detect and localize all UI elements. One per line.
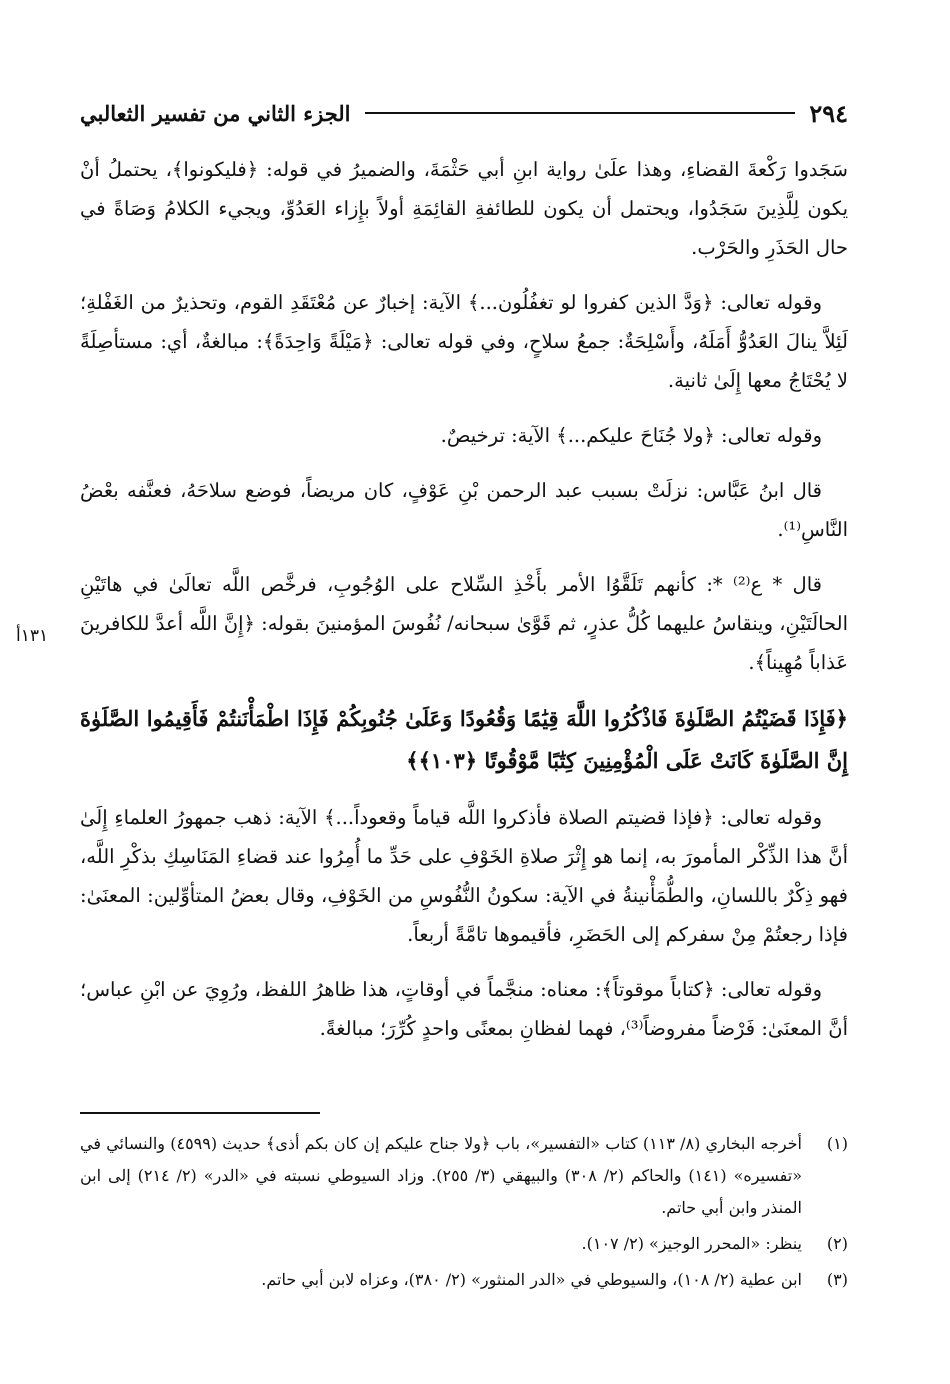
footnote-text: ابن عطية (٢/ ١٠٨)، والسيوطي في «الدر المنثور» (٢/ ٣٨٠)، وعزاه لابن أبي حاتم.: [261, 1270, 802, 1289]
paragraph: وقوله تعالى: ﴿كتاباً موقوتاً﴾: معناه: منجَّماً في أوقاتٍ، هذا ظاهرُ اللفظ، ورُوِيَ عن ابْنِ عباس؛ أنَّ المعنَىٰ: فَرْضاً مفروضاً⁽³⁾، فهما لفظانِ بمعنًى واحدٍ كُرِّرَ؛ مبالغةً.: [80, 978, 848, 1040]
paragraph: وقوله تعالى: ﴿وَدَّ الذين كفروا لو تغفُلُون...﴾ الآية: إخبارٌ عن مُعْتَقَدِ القوم، وتحذيرٌ من الغَفْلةِ؛ لَئِلاَّ ينالَ العَدُوُّ أَمَلَهُ، وأَسْلِحَةٌ: جمعُ سلاحٍ، وفي قوله تعالى: ﴿مَيْلَةً وَاحِدَةً﴾: مبالغةٌ، أي: مستأصِلَةً لا يُحْتَاجُ معها إِلَىٰ ثانية.: [80, 291, 848, 392]
footnote: [80, 1128, 848, 1224]
paragraph: وقوله تعالى: ﴿فإذا قضيتم الصلاة فأذكروا اللَّه قياماً وقعوداً...﴾ الآية: ذهب جمهورُ العلماءِ إِلَىٰ أنَّ هذا الذِّكْر المأمورَ به، إنما هو إِثْرَ صلاةِ الخَوْفِ على حَدِّ ما أُمِرُوا عند قضاءِ المَنَاسِكِ بذكْرِ اللَّه، فهو ذِكْرٌ باللسانِ، والطُّمَأْنينةُ في الآية: سكونُ النُّفُوسِ من الخَوْفِ، وقال بعضُ المتأوِّلين: المعنَىٰ: فإذا رجعتُمْ مِنْ سفركم إلى الحَضَرِ، فأقيموها تامَّةً أربعاً.: [80, 806, 848, 946]
header-rule: [365, 112, 796, 114]
page-header: [80, 96, 848, 130]
paragraph: سَجَدوا رَكْعةَ القضاءِ، وهذا علَىٰ رواية ابنِ أبي حَثْمَةَ، والضميرُ في قوله: ﴿فليكونوا﴾، يحتملُ أنْ يكون لِلَّذِينَ سَجَدُوا، ويحتمل أن يكون للطائفةِ القائِمَةِ أولاً بإِزاء العَدُوِّ، ويجيء الكلامُ وَصَاةً في حال الحَذَرِ والحَرْب.: [80, 158, 848, 259]
footnote-text: ينظر: «المحرر الوجيز» (٢/ ١٠٧).: [581, 1234, 802, 1253]
footnote-text: أخرجه البخاري (٨/ ١١٣) كتاب «التفسير»، باب ﴿ولا جناح عليكم إن كان بكم أذى﴾ حديث (٤٥٩٩) والنسائي في «تفسيره» (١٤١) والحاكم (٢/ ٣٠٨) والبيهقي (٣/ ٢٥٥). وزاد السيوطي نسبته في «الدر» (٢/ ٢١٤) إلى ابن المنذر وابن أبي حاتم.: [80, 1134, 803, 1217]
paragraph: قال * ع⁽²⁾ *: كأنهم تَلَقَّوُا الأمر بأَخْذِ السِّلاح على الوُجُوبِ، فرخَّص اللَّه تعالَىٰ في هاتَيْنِ الحالَتَيْنِ، وينقاسُ عليهما كُلُّ عذرٍ، ثم قَوَّىٰ سبحانه/ نُفُوسَ المؤمنينَ بقوله: ﴿إِنَّ اللَّه أعدَّ للكافرينَ عَذاباً مُهِيناً﴾.: [80, 573, 848, 674]
footnote: [80, 1228, 848, 1260]
running-title: الجزء الثاني من تفسير الثعالبي: [80, 100, 351, 126]
footnote-number: (٣): [826, 1270, 848, 1289]
margin-note: ١٣١أ: [16, 626, 49, 646]
body-text: [80, 150, 848, 1048]
paragraph: قال ابنُ عَبَّاس: نزلَتْ بسبب عبد الرحمن بْنِ عَوْفٍ، كان مريضاً، فوضع سلاحَهُ، فعنَّفه بعْضُ النَّاسِ⁽¹⁾.: [80, 479, 848, 541]
footnote-number: (١): [826, 1134, 848, 1153]
page-number: ٢٩٤: [809, 98, 848, 128]
footnote: [80, 1264, 848, 1296]
footnote-number: (٢): [826, 1234, 848, 1253]
paragraph: وقوله تعالى: ﴿ولا جُنَاحَ عليكم...﴾ الآية: ترخيصٌ.: [440, 424, 822, 447]
footnotes: [80, 1128, 848, 1300]
quran-verse: ﴿فَإِذَا قَضَيْتُمُ الصَّلَوٰةَ فَاذْكُرُوا اللَّهَ قِيَٰمًا وَقُعُودًا وَعَلَىٰ جُنُوبِكُمْ فَإِذَا اطْمَأْنَنتُمْ فَأَقِيمُوا الصَّلَوٰةَ إِنَّ الصَّلَوٰةَ كَانَتْ عَلَى الْمُؤْمِنِينَ كِتَٰبًا مَّوْقُوتًا ﴿١٠٣﴾﴾: [80, 706, 848, 773]
